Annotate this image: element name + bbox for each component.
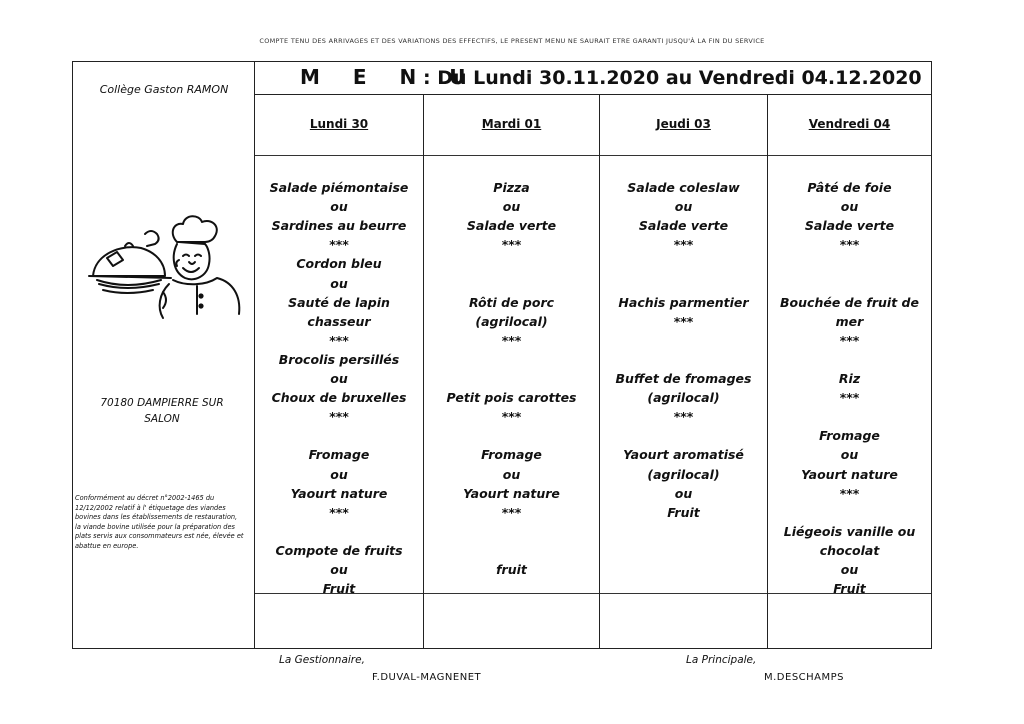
- menu-item: Yaourt nature: [801, 466, 898, 482]
- menu-item: Fruit: [667, 504, 700, 520]
- menu-item: fruit: [496, 562, 527, 577]
- menu-frame: [72, 61, 932, 649]
- day-header: Lundi 30: [309, 117, 369, 131]
- menu-title-row: [255, 62, 931, 95]
- menu-item: ou: [840, 562, 859, 577]
- day-header: Jeudi 03: [656, 117, 711, 131]
- menu-item: Brocolis persillés: [278, 351, 400, 367]
- header-divider: [768, 155, 931, 156]
- disclaimer-text: COMPTE TENU DES ARRIVAGES ET DES VARIATIONS DES EFFECTIFS, LE PRESENT MENU NE SAURAIT ETRE GARANTI JUSQU'À LA FIN DU SERVICE: [259, 37, 765, 45]
- menu-item: Salade piémontaise: [269, 180, 409, 195]
- menu-item: ou: [674, 199, 693, 215]
- menu-item: Salade verte: [466, 218, 557, 234]
- menu-item: ***: [501, 237, 522, 253]
- menu-item: Petit pois carottes: [446, 390, 577, 406]
- menu-item: ou: [330, 199, 348, 215]
- menu-item: ***: [839, 332, 860, 348]
- menu-item: Cordon bleu: [296, 256, 382, 272]
- menu-item: Bouchée de fruit de: [780, 294, 919, 310]
- menu-item: ou: [674, 485, 693, 501]
- menu-item: Pâté de foie: [807, 180, 892, 195]
- menu-item: Hachis parmentier: [618, 294, 749, 310]
- header-divider: [600, 155, 767, 156]
- header-divider: [255, 155, 423, 156]
- menu-item: chocolat: [819, 542, 880, 558]
- menu-item: ***: [329, 504, 349, 520]
- menu-item: Yaourt aromatisé: [623, 447, 744, 463]
- menu-item: (agrilocal): [475, 313, 548, 329]
- menu-item: ou: [330, 275, 348, 291]
- menu-item: Yaourt nature: [463, 485, 560, 501]
- menu-item: Sauté de lapin: [288, 294, 390, 310]
- menu-item: ***: [501, 504, 522, 520]
- menu-date-range: : Du Lundi 30.11.2020 au Vendredi 04.12.2020: [423, 67, 922, 89]
- menu-item: Salade verte: [638, 218, 729, 234]
- menu-item: ou: [840, 199, 859, 215]
- header-divider: [424, 155, 599, 156]
- menu-item: Choux de bruxelles: [271, 390, 407, 406]
- address-line-1: 70180 DAMPIERRE SUR: [100, 397, 224, 409]
- menu-item: ***: [839, 237, 860, 253]
- day-column-jeudi: [599, 95, 767, 648]
- menu-item: Fruit: [322, 581, 356, 597]
- menu-item: ou: [330, 562, 348, 577]
- menu-item: ou: [330, 371, 348, 386]
- day-header: Vendredi 04: [808, 117, 891, 131]
- footer-divider: [424, 593, 599, 594]
- gestionnaire-title: La Gestionnaire,: [279, 654, 365, 666]
- menu-item: Fromage: [308, 447, 370, 463]
- menu-item: chasseur: [307, 313, 371, 329]
- school-address: [77, 395, 247, 427]
- day-header: Mardi 01: [481, 117, 542, 131]
- menu-item: Sardines au beurre: [271, 218, 407, 234]
- menu-item: ***: [673, 313, 694, 329]
- day-column-vendredi: [767, 95, 931, 648]
- menu-item: ***: [329, 237, 349, 253]
- menu-item: ou: [502, 466, 521, 482]
- menu-item: ***: [839, 485, 860, 501]
- menu-item: ***: [673, 237, 694, 253]
- sidebar: [73, 62, 255, 648]
- menu-item: ou: [330, 466, 348, 482]
- menu-item: ***: [839, 390, 860, 406]
- menu-item: Fruit: [833, 581, 866, 597]
- menu-item: Salade verte: [804, 218, 895, 234]
- menu-item: Fromage: [481, 447, 542, 463]
- chef-illustration-icon: [85, 204, 245, 322]
- principale-name: M.DESCHAMPS: [764, 672, 845, 683]
- menu-item: ***: [329, 409, 349, 425]
- menu-item: ou: [502, 199, 521, 215]
- principale-title: La Principale,: [686, 654, 757, 666]
- menu-item: Buffet de fromages: [615, 371, 752, 386]
- menu-item: Compote de fruits: [275, 542, 403, 558]
- gestionnaire-name: F.DUVAL-MAGNENET: [372, 672, 482, 683]
- address-line-2: SALON: [144, 413, 180, 425]
- menu-item: (agrilocal): [647, 390, 720, 406]
- menu-item: mer: [835, 313, 864, 329]
- menu-item: ***: [673, 409, 694, 425]
- menu-item: ou: [840, 447, 859, 463]
- day-column-mardi: [423, 95, 599, 648]
- menu-item: Riz: [838, 371, 861, 386]
- menu-title: M E N U: [300, 65, 479, 89]
- menu-item: Salade coleslaw: [627, 180, 740, 195]
- menu-item: Liégeois vanille ou: [783, 523, 916, 539]
- footer-divider: [600, 593, 767, 594]
- menu-item: Pizza: [493, 180, 530, 195]
- legal-notice: Conformément au décret n°2002-1465 du 12/12/2002 relatif à l' étiquetage des viandes bovines dans les établissements de restauration, la viande bovine utilisée pour la préparation des plats servis aux consommateurs est née, élevée et abattue en europe.: [75, 494, 244, 550]
- school-name: Collège Gaston RAMON: [99, 83, 229, 96]
- menu-item: ***: [329, 332, 349, 348]
- menu-item: Yaourt nature: [290, 485, 388, 501]
- menu-item: (agrilocal): [647, 466, 720, 482]
- menu-item: ***: [501, 409, 522, 425]
- menu-item: Rôti de porc: [468, 294, 555, 310]
- menu-item: Fromage: [819, 428, 880, 444]
- menu-item: ***: [501, 332, 522, 348]
- day-column-lundi: [255, 95, 423, 648]
